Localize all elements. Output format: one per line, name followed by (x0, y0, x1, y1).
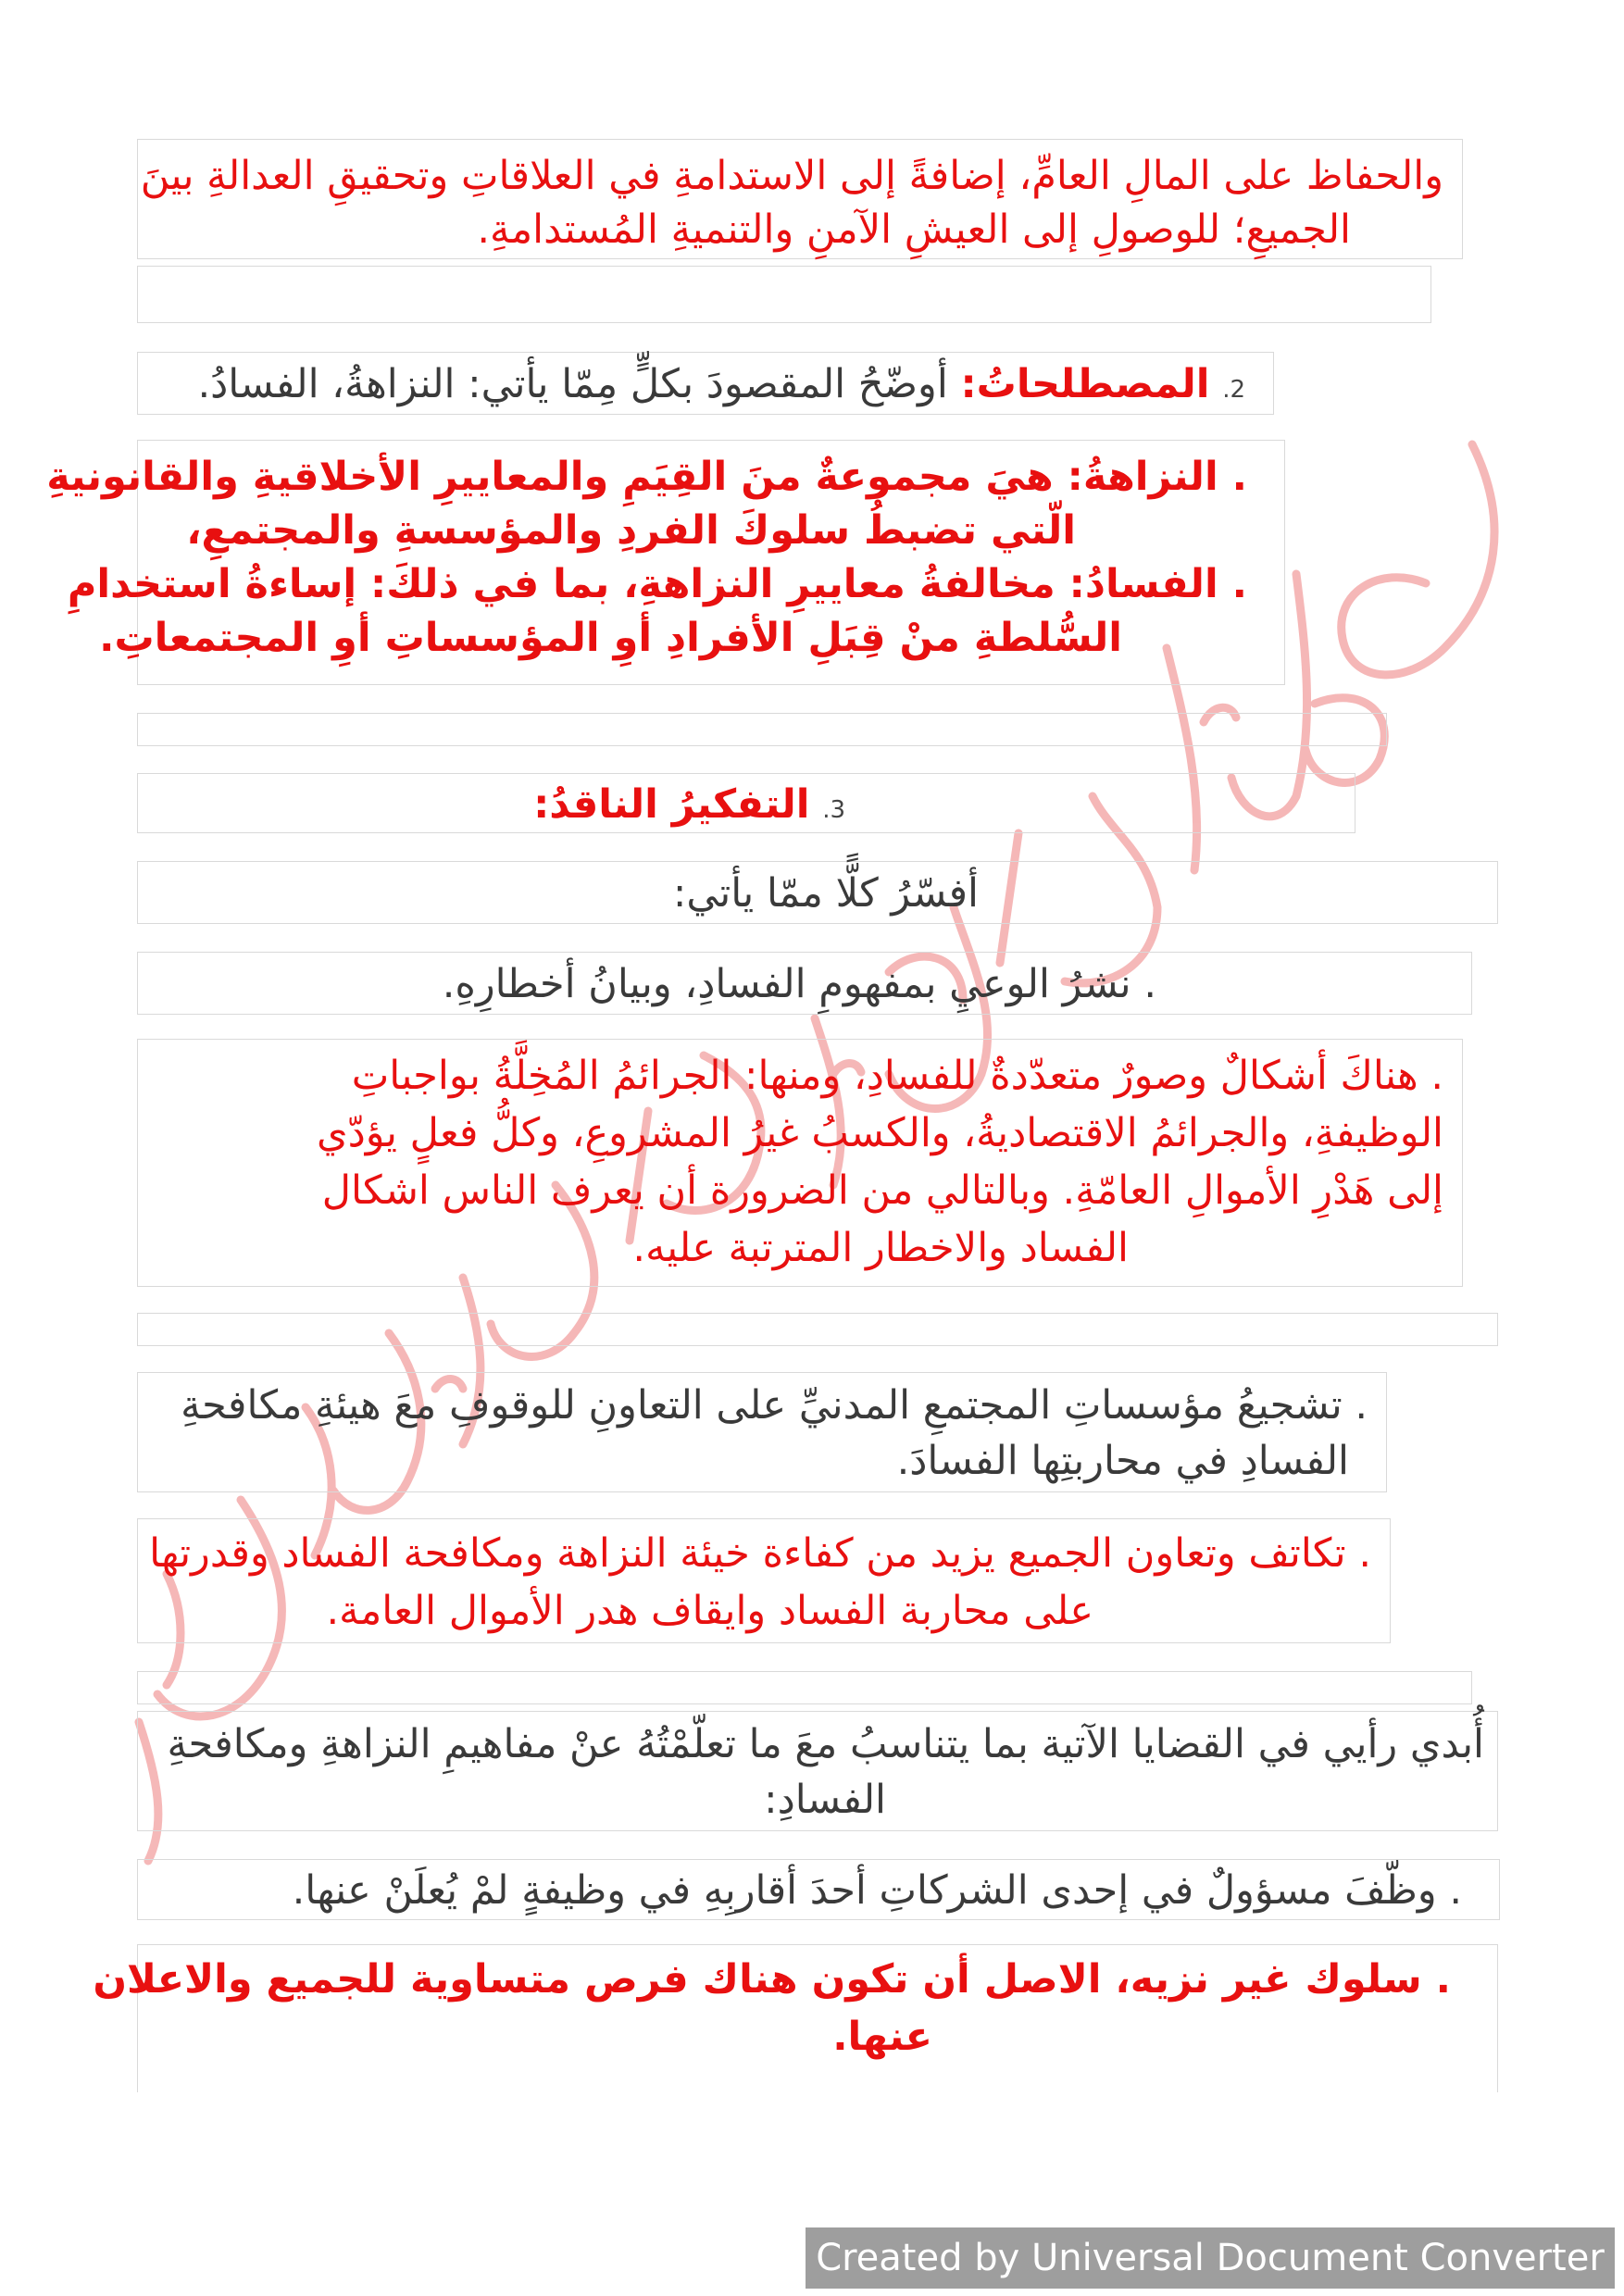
answer-2-line-1: . النزاهةُ: هيَ مجموعةٌ منَ القِيَمِ والمعاييرِ الأخلاقيةِ والقانونيةِ (46, 454, 1247, 500)
answer-4-1 (93, 1944, 1498, 2092)
answer-3-2 (137, 1518, 1391, 1643)
intro-line-1: والحفاظ على المالِ العامِّ، إضافةً إلى الاستدامةِ في العلاقاتِ وتحقيقِ العدالةِ بينَ (140, 153, 1443, 199)
answer-3-1-line-1: . هناكَ أشكالٌ وصورٌ متعدّدةٌ للفسادِ، ومنها: الجرائمُ المُخِلَّةُ بواجباتِ (351, 1053, 1443, 1099)
answer-2-line-2: الّتي تضبطُ سلوكَ الفردِ والمؤسسةِ والمجتمعِ، (186, 507, 1076, 554)
converter-footer-banner: Created by Universal Document Converter (806, 2227, 1615, 2289)
question-2-number: 2. (1222, 376, 1245, 404)
question-3-item-2 (137, 1372, 1387, 1492)
question-3-title: التفكيرُ الناقدُ: (533, 781, 810, 828)
question-3-item-1-text: . نشرُ الوعيِ بمفهومِ الفسادِ، وبيانُ أخطارِهِ. (442, 961, 1156, 1007)
question-4-prompt-line-2: الفسادِ: (764, 1777, 886, 1823)
question-4-prompt-line-1: أُبدي رأيي في القضايا الآتية بما يتناسبُ معَ ما تعلّمْتُهُ عنْ مفاهيمِ النزاهةِ ومكافحةِ (167, 1721, 1484, 1767)
empty-row (137, 266, 1431, 323)
question-4-item-1-text: . وظّفَ مسؤولٌ في إحدى الشركاتِ أحدَ أقاربِهِ في وظيفةٍ لمْ يُعلَنْ عنها. (292, 1867, 1462, 1914)
intro-paragraph (137, 139, 1463, 259)
question-3-prompt-text: أفسّرُ كلًّا ممّا يأتي: (672, 870, 979, 917)
question-3-number: 3. (822, 796, 845, 824)
empty-row (137, 1671, 1472, 1704)
question-3-heading (137, 773, 1355, 833)
question-2 (137, 352, 1274, 415)
question-3-item-1 (137, 952, 1472, 1015)
answer-2 (46, 440, 1285, 685)
question-3-prompt (137, 861, 1498, 924)
answer-4-1-line-1: . سلوك غير نزيه، الاصل أن تكون هناك فرص متساوية للجميع والاعلان (93, 1956, 1451, 2003)
question-3-item-2-line-1: . تشجيعُ مؤسساتِ المجتمعِ المدنيِّ على التعاونِ للوقوفِ معَ هيئةِ مكافحةِ (181, 1382, 1368, 1429)
empty-row (137, 713, 1387, 746)
answer-4-1-line-2: عنها. (832, 2014, 932, 2060)
answer-3-1-line-4: الفساد والاخطار المترتبة عليه. (632, 1225, 1129, 1271)
answer-2-line-4: السُّلطةِ منْ قِبَلِ الأفرادِ أوِ المؤسساتِ أوِ المجتمعاتِ. (99, 615, 1122, 661)
empty-row (137, 1313, 1498, 1346)
answer-3-1 (137, 1039, 1463, 1287)
answer-3-1-line-2: الوظيفةِ، والجرائمُ الاقتصاديةُ، والكسبُ غيرُ المشروعِ، وكلُّ فعلٍ يؤدّي (316, 1110, 1443, 1156)
answer-3-2-line-2: على محاربة الفساد وايقاف هدر الأموال العامة. (326, 1588, 1093, 1634)
intro-line-2: الجميعِ؛ للوصولِ إلى العيشِ الآمنِ والتنميةِ المُستدامةِ. (477, 206, 1351, 253)
answer-3-1-line-3: إلى هَدْرِ الأموالِ العامّةِ. وبالتالي من الضرورة أن يعرف الناس اشكال (321, 1167, 1443, 1214)
question-4-item-1 (137, 1859, 1500, 1920)
answer-3-2-line-1: . تكاتف وتعاون الجميع يزيد من كفاءة خيئة النزاهة ومكافحة الفساد وقدرتها (149, 1530, 1371, 1577)
question-4-prompt (137, 1711, 1498, 1831)
question-2-text: أوضّحُ المقصودَ بكلٍّ مِمّا يأتي: النزاهةُ، الفسادُ. (197, 361, 948, 407)
question-3-item-2-line-2: الفسادِ في محاربتِها الفسادَ. (896, 1438, 1349, 1484)
answer-2-line-3: . الفسادُ: مخالفةُ معاييرِ النزاهةِ، بما في ذلكَ: إساءةُ استخدامِ (67, 561, 1247, 607)
question-2-title: المصطلحاتُ: (960, 361, 1210, 407)
